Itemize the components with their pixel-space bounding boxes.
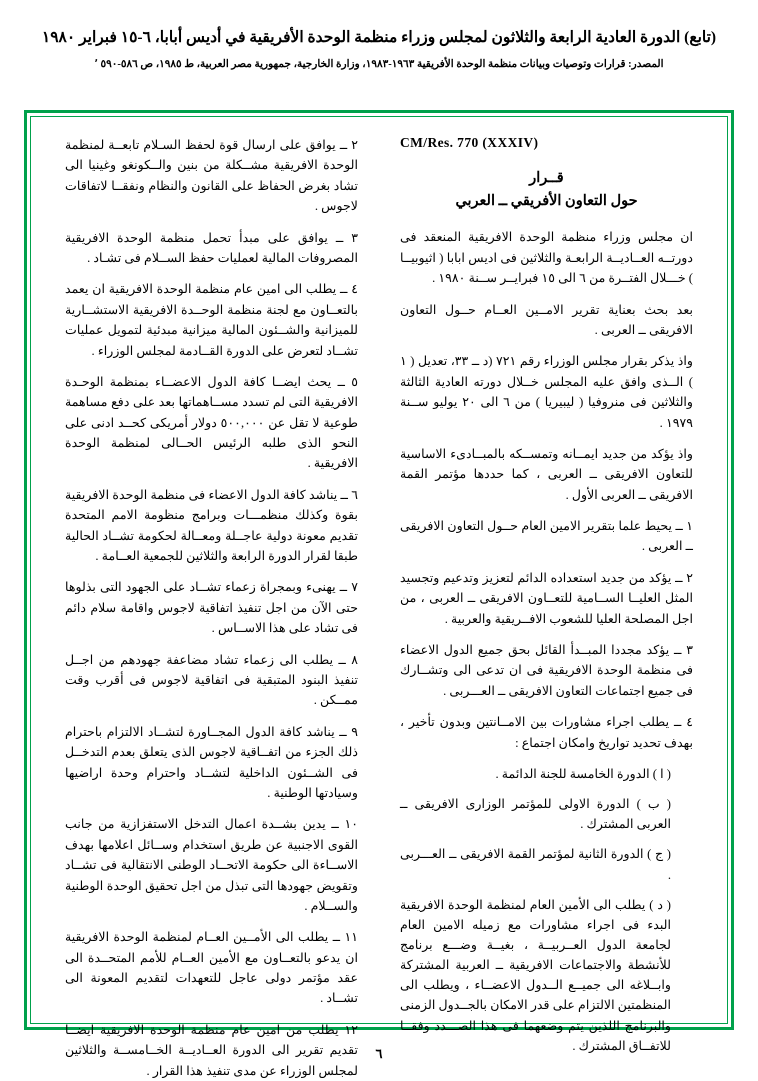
- paragraph: بعد بحث بعناية تقرير الامــين العــام حــول التعاون الافريقى ــ العربى .: [400, 302, 693, 337]
- resolution-heading-line2: حول التعاون الأفريقي ــ العربي: [455, 193, 638, 210]
- sub-item: ( ا ) الدورة الخامسة للجنة الدائمة .: [495, 766, 671, 781]
- sub-item: ( ج ) الدورة الثانية لمؤتمر القمة الافريقى ــ العـــربى .: [400, 847, 671, 882]
- paragraph: ١ ــ يحيط علما بتقرير الامين العام حــول التعاون الافريقى ــ العربى .: [400, 519, 693, 554]
- paragraph: ٥ ــ يحث ايضــا كافة الدول الاعضــاء بمنظمة الوحـدة الافريقية التى لم تسدد مســاهماتها بعد على دفع مساهمة طوعية لا تقل عن ٥٠٠,٠٠٠ دولار أمريكى كحــد ادنى على النحو الذى طلبه الرئيس الحــالى لمنظمة الوحدة الافريقية .: [65, 374, 358, 471]
- column-left: [65, 135, 358, 1078]
- paragraph: واذ يذكر بقرار مجلس الوزراء رقم ٧٢١ (د ــ ٣٣، تعديل ( ١ ) الــذى وافق عليه المجلس خــلال دورته العادية الثالثة والثلاثين فى منروفيا ( ليبيريا ) من ٦ الى ٢٠ يوليو ســنة ١٩٧٩ .: [400, 354, 693, 430]
- green-border-frame-inner: [30, 116, 728, 1078]
- paragraph: ١٠ ــ يدين بشــدة اعمال التدخل الاستفزازية من جانب القوى الاجنبية عن طريق استخدام وســائل اعلامها بهدف الاســاءة الى حكومة الاتحــاد الوطنى الانتقالية فى تشــاد وتقويض جهودها التى تبذل من اجل تحقيق الوحدة الوطنية والســلام .: [65, 817, 358, 913]
- column-right: [400, 135, 693, 1053]
- paragraph: ٩ ــ يناشد كافة الدول المجــاورة لتشــاد الالتزام باحترام ذلك الجزء من اتفــاقية لاجوس الذى يتعلق بعدم التدخــل فى الشــئون الداخلية لتشــاد واحترام وحدة اراضيها وسيادتها الوطنية .: [65, 724, 358, 800]
- paragraph: ٢ ــ يؤكد من جديد استعداده الدائم لتعزيز وتدعيم وتجسيد المثل العليــا الســامية للتعــاون الافريقى ــ العربى ، من اجل المصلحة العليا للشعوب الافــريقية والعربية .: [400, 570, 693, 626]
- sub-item: ( ب ) الدورة الاولى للمؤتمر الوزارى الافريقى ــ العربى المشترك .: [400, 797, 671, 832]
- paragraph: ١٢ يطلب من امين عام منظمة الوحدة الافريقية ايضــا تقديم تقرير الى الدورة العــاديــة الخــامســة والثلاثين لمجلس الوزراء عن مدى تنفيذ هذا القرار .: [65, 1022, 358, 1078]
- paragraph: واذ يؤكد من جديد ايمــانه وتمســكه بالمبــادىء الاساسية للتعاون الافريقى ــ العربى ، كما حددها مؤتمر القمة الافريقى ــ العربى الأول .: [400, 446, 693, 502]
- paragraph: ٧ ــ يهنىء وبمجراة زعماء تشــاد على الجهود التى بذلوها حتى الآن من اجل تنفيذ اتفاقية لاجوس واقامة سلام دائم فى تشاد على هذا الاســاس .: [65, 580, 358, 636]
- two-column-body: [31, 117, 727, 1078]
- paragraph: ٤ ــ يطلب اجراء مشاورات بين الامــانتين وبدون تأخير ، بهدف تحديد تواريخ وامكان اجتماع :: [400, 715, 693, 750]
- resolution-heading: [400, 167, 693, 213]
- resolution-number: CM/Res. 770 (XXXIV): [400, 135, 539, 150]
- paragraph: ٢ ــ يوافق على ارسال قوة لحفظ السـلام تابعــة لمنظمة الوحدة الافريقية مشــكلة من بنين والــكونغو وغينيا الى تشاد بغرض الحفاظ على القانون والنظام ونفقــا لاتفاقات لاجوس .: [65, 138, 358, 214]
- paragraph: ٦ ــ يناشد كافة الدول الاعضاء فى منظمة الوحدة الافريقية بقوة وكذلك منظمـــات وبرامج منظومة الامم المتحدة تقديم معونة دولية عاجــلة ومعــالة لحكومة تشــاد الحالية طبقا لقرار الدورة الرابعة والثلاثين للجمعية العــامة .: [65, 487, 358, 564]
- paragraph: ٨ ــ يطلب الى زعماء تشاد مضاعفة جهودهم من اجــل تنفيذ البنود المتبقية فى اتفاقية لاجوس فى أقرب وقت ممــكن .: [65, 652, 358, 708]
- paragraph: ٣ ــ يؤكد مجددا المبــدأ القائل بحق جميع الدول الاعضاء فى منظمة الوحدة الافريقية فى ان تدعى الى وتشــارك فى جميع اجتماعات التعاون الافريقى ــ العـــربى .: [400, 643, 693, 698]
- paragraph: ٤ ــ يطلب الى امين عام منظمة الوحدة الافريقية ان يعمد بالتعــاون مع لجنة منظمة الوحــدة الافريقية الاستشــارية للميزانية والشــئون المالية ميزانية مبدئية لتمويل عمليات تشــاد لتعرض على الدورة القــادمة لمجلس الوزراء .: [65, 282, 358, 358]
- green-border-frame: [24, 110, 734, 1078]
- sub-item: ( د ) يطلب الى الأمين العام لمنظمة الوحدة الافريقية البدء فى اجراء مشاورات مع زميله الامين العام لجامعة الدول العــربيــة ، بغيــة وضـــع برنامج للأنشطة والاجتماعات الافريقية ــ العربية المشتركة وابــلاغه الى جميــع الــدول الاعضــاء ، ويطلب الى المنظمتين الالتزام على قدر الامكان بالجــدول الزمنى والبرنامج اللذين يتم وضعهما فى هذا الصـــدد وفقــا للاتفــاق المشترك .: [400, 897, 671, 1053]
- document-source-line: المصدر: ‏قرارات وتوصيات وبيانات منظمة الوحدة الأفريقية ١٩٦٣-١٩٨٣، وزارة الخارجية، جمهورية مصر العربية، ط ١٩٨٥، ص ٥٨٦-٥٩٠ ٬: [94, 59, 664, 71]
- page-number: ٦: [375, 1046, 383, 1061]
- resolution-heading-line1: قــرار: [529, 170, 564, 186]
- document-header: [0, 0, 758, 70]
- paragraph: ١١ ــ يطلب الى الأمــين العــام لمنظمة الوحدة الافريقية ان يدعو بالتعــاون مع الأمين العــام للأمم المتحــدة الى عقد مؤتمر دولى عاجل للتعهدات لتقديم المعونة الى تشــاد .: [65, 930, 358, 1006]
- paragraph: ان مجلس وزراء منظمة الوحدة الافريقية المنعقد فى دورتــه العــاديــة الرابعـة والثلاثين فى اديس ابابا ( اثيوبيــا ) خـــلال الفتــرة من ٦ الى ١٥ فبرايــر ســنة ١٩٨٠ .: [400, 230, 693, 286]
- document-title: (تابع) الدورة العادية الرابعة والثلاثون لمجلس وزراء منظمة الوحدة الأفريقية في أديس أبابا، ٦-١٥ فبراير ١٩٨٠: [41, 29, 717, 46]
- paragraph: ٣ ــ يوافق على مبدأ تحمل منظمة الوحدة الافريقية المصروفات المالية لعمليات حفظ الســلام فى تشـاد .: [65, 230, 358, 265]
